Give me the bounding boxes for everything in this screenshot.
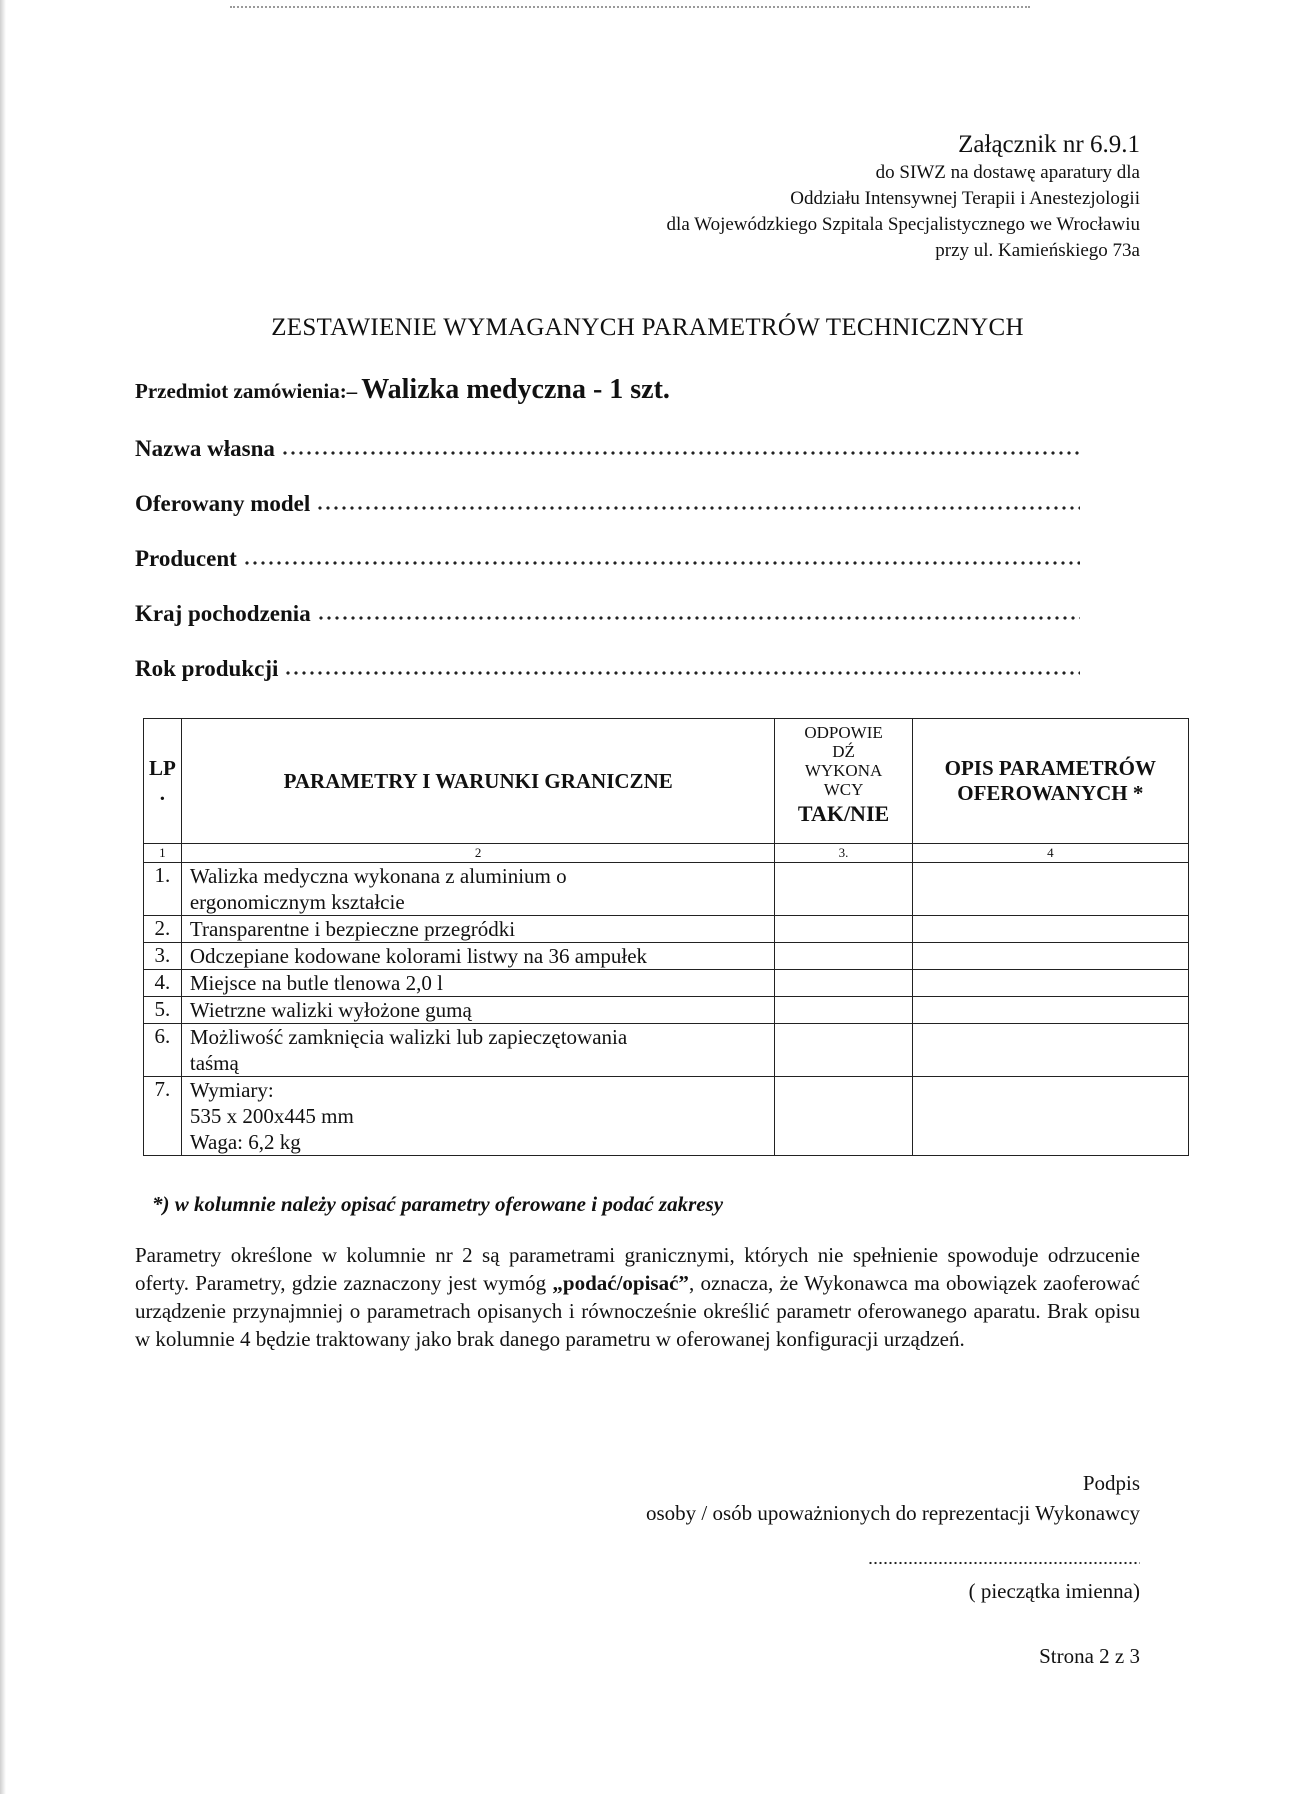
document-title: ZESTAWIENIE WYMAGANYCH PARAMETRÓW TECHNICZNYCH [271, 314, 1024, 341]
header-lp-text: LP [149, 756, 176, 780]
header-answer [775, 719, 912, 844]
annex-title: Załącznik nr 6.9.1 [958, 131, 1140, 158]
row-parameter-line: Wymiary: [189, 1078, 274, 1102]
row-parameter [181, 997, 775, 1024]
row-parameter-line: ergonomicznym kształcie [189, 890, 405, 914]
page-number: Strona 2 z 3 [1039, 1644, 1140, 1668]
header-lp [144, 719, 182, 844]
field-producent[interactable] [135, 542, 1080, 576]
field-kraj-pochodzenia[interactable] [135, 597, 1080, 631]
field-dotted-line[interactable] [281, 432, 1080, 456]
header-answer-line: DŹ [832, 742, 855, 761]
table-footnote: *) w kolumnie należy opisać parametry oferowane i podać zakresy [152, 1192, 724, 1216]
order-subject [135, 374, 670, 406]
row-parameter [181, 1077, 775, 1156]
order-subject-label: Przedmiot zamówienia:– [135, 379, 358, 403]
header-description-line: OFEROWANYCH * [957, 781, 1144, 805]
row-description-cell[interactable] [912, 916, 1188, 943]
order-subject-value: Walizka medyczna - 1 szt. [361, 374, 670, 405]
field-label: Kraj pochodzenia [135, 601, 311, 626]
table-body [144, 863, 1189, 1156]
row-lp: 5. [144, 997, 182, 1024]
field-label: Nazwa własna [135, 436, 275, 461]
row-lp: 2. [144, 916, 182, 943]
row-parameter [181, 970, 775, 997]
row-parameter-line: Miejsce na butle tlenowa 2,0 l [189, 971, 443, 995]
table-row [144, 997, 1189, 1024]
table-row [144, 916, 1189, 943]
row-answer-cell[interactable] [775, 1077, 912, 1156]
field-dotted-line[interactable] [317, 597, 1080, 621]
parameters-paragraph [135, 1241, 1140, 1353]
field-label: Rok produkcji [135, 656, 279, 681]
field-dotted-line[interactable] [316, 487, 1080, 511]
row-parameter [181, 1024, 775, 1077]
column-number: 4 [912, 844, 1188, 863]
row-parameter-line: Odczepiane kodowane kolorami listwy na 36 ampułek [189, 944, 648, 968]
row-description-cell[interactable] [912, 863, 1188, 916]
row-lp: 3. [144, 943, 182, 970]
field-label: Producent [135, 546, 237, 571]
table-number-row [144, 844, 1189, 863]
annex-header [440, 130, 1140, 264]
column-number: 1 [144, 844, 182, 863]
paragraph-text: , oznacza, że Wykonawca ma obowiązek zaoferować urządzenie przynajmniej o parametrach opisanych i równocześnie określić parametr oferowanego aparatu. Brak opisu w kolumnie 4 będzie traktowany jako brak danego parametru w oferowanej konfiguracji urządzeń. [135, 1271, 1140, 1351]
paragraph-text: Parametry określone w kolumnie nr 2 są parametrami granicznymi, których nie spełnienie spowoduje odrzucenie oferty. Parametry, gdzie zaznaczony jest wymóg [135, 1243, 1140, 1295]
row-answer-cell[interactable] [775, 997, 912, 1024]
field-dotted-line[interactable] [243, 542, 1080, 566]
signature-subtitle: osoby / osób upoważnionych do reprezentacji Wykonawcy [645, 1501, 1140, 1525]
column-number: 3. [775, 844, 912, 863]
annex-line: dla Wojewódzkiego Szpitala Specjalistycznego we Wrocławiu [666, 214, 1140, 235]
field-oferowany-model[interactable] [135, 487, 1080, 521]
table-row [144, 863, 1189, 916]
header-description-line: OPIS PARAMETRÓW [944, 756, 1156, 780]
table-row [144, 943, 1189, 970]
row-answer-cell[interactable] [775, 943, 912, 970]
row-description-cell[interactable] [912, 1077, 1188, 1156]
header-description [912, 719, 1188, 844]
row-parameter-line: Waga: 6,2 kg [189, 1130, 301, 1154]
row-parameter-line: Możliwość zamknięcia walizki lub zapieczętowania [189, 1025, 628, 1049]
header-answer-line: WCY [823, 780, 864, 799]
field-nazwa-wlasna[interactable] [135, 432, 1080, 466]
row-parameter [181, 916, 775, 943]
table-row [144, 1077, 1189, 1156]
row-lp: 4. [144, 970, 182, 997]
field-rok-produkcji[interactable] [135, 652, 1080, 686]
signature-block [440, 1468, 1140, 1606]
signature-dotted-line[interactable] [868, 1558, 1140, 1568]
field-label: Oferowany model [135, 491, 311, 516]
table-header-row [144, 719, 1189, 844]
row-parameter-line: taśmą [189, 1051, 239, 1075]
header-answer-line: ODPOWIE [804, 723, 883, 742]
row-parameter [181, 943, 775, 970]
row-description-cell[interactable] [912, 970, 1188, 997]
row-parameter [181, 863, 775, 916]
row-lp: 6. [144, 1024, 182, 1077]
row-description-cell[interactable] [912, 1024, 1188, 1077]
paragraph-emphasis: „podać/opisać” [552, 1271, 689, 1295]
annex-line: Oddziału Intensywnej Terapii i Anestezjologii [790, 188, 1140, 209]
row-description-cell[interactable] [912, 943, 1188, 970]
annex-line: do SIWZ na dostawę aparatury dla [875, 162, 1140, 183]
row-description-cell[interactable] [912, 997, 1188, 1024]
row-parameter-line: 535 x 200x445 mm [189, 1104, 354, 1128]
row-parameter-line: Transparentne i bezpieczne przegródki [189, 917, 516, 941]
field-dotted-line[interactable] [284, 652, 1080, 676]
row-parameter-line: Walizka medyczna wykonana z aluminium o [189, 864, 567, 888]
header-lp-dot: . [159, 781, 166, 805]
table-row [144, 1024, 1189, 1077]
row-answer-cell[interactable] [775, 916, 912, 943]
row-answer-cell[interactable] [775, 1024, 912, 1077]
annex-line: przy ul. Kamieńskiego 73a [935, 240, 1140, 261]
row-parameter-line: Wietrzne walizki wyłożone gumą [189, 998, 472, 1022]
header-tak-nie: TAK/NIE [797, 801, 890, 826]
row-lp: 7. [144, 1077, 182, 1156]
row-answer-cell[interactable] [775, 863, 912, 916]
row-lp: 1. [144, 863, 182, 916]
signature-stamp: ( pieczątka imienna) [968, 1579, 1140, 1603]
parameters-table [143, 718, 1189, 1156]
column-number: 2 [181, 844, 775, 863]
header-answer-line: WYKONA [804, 761, 883, 780]
row-answer-cell[interactable] [775, 970, 912, 997]
signature-title: Podpis [1082, 1471, 1140, 1495]
header-parameters: PARAMETRY I WARUNKI GRANICZNE [181, 719, 775, 844]
table-row [144, 970, 1189, 997]
